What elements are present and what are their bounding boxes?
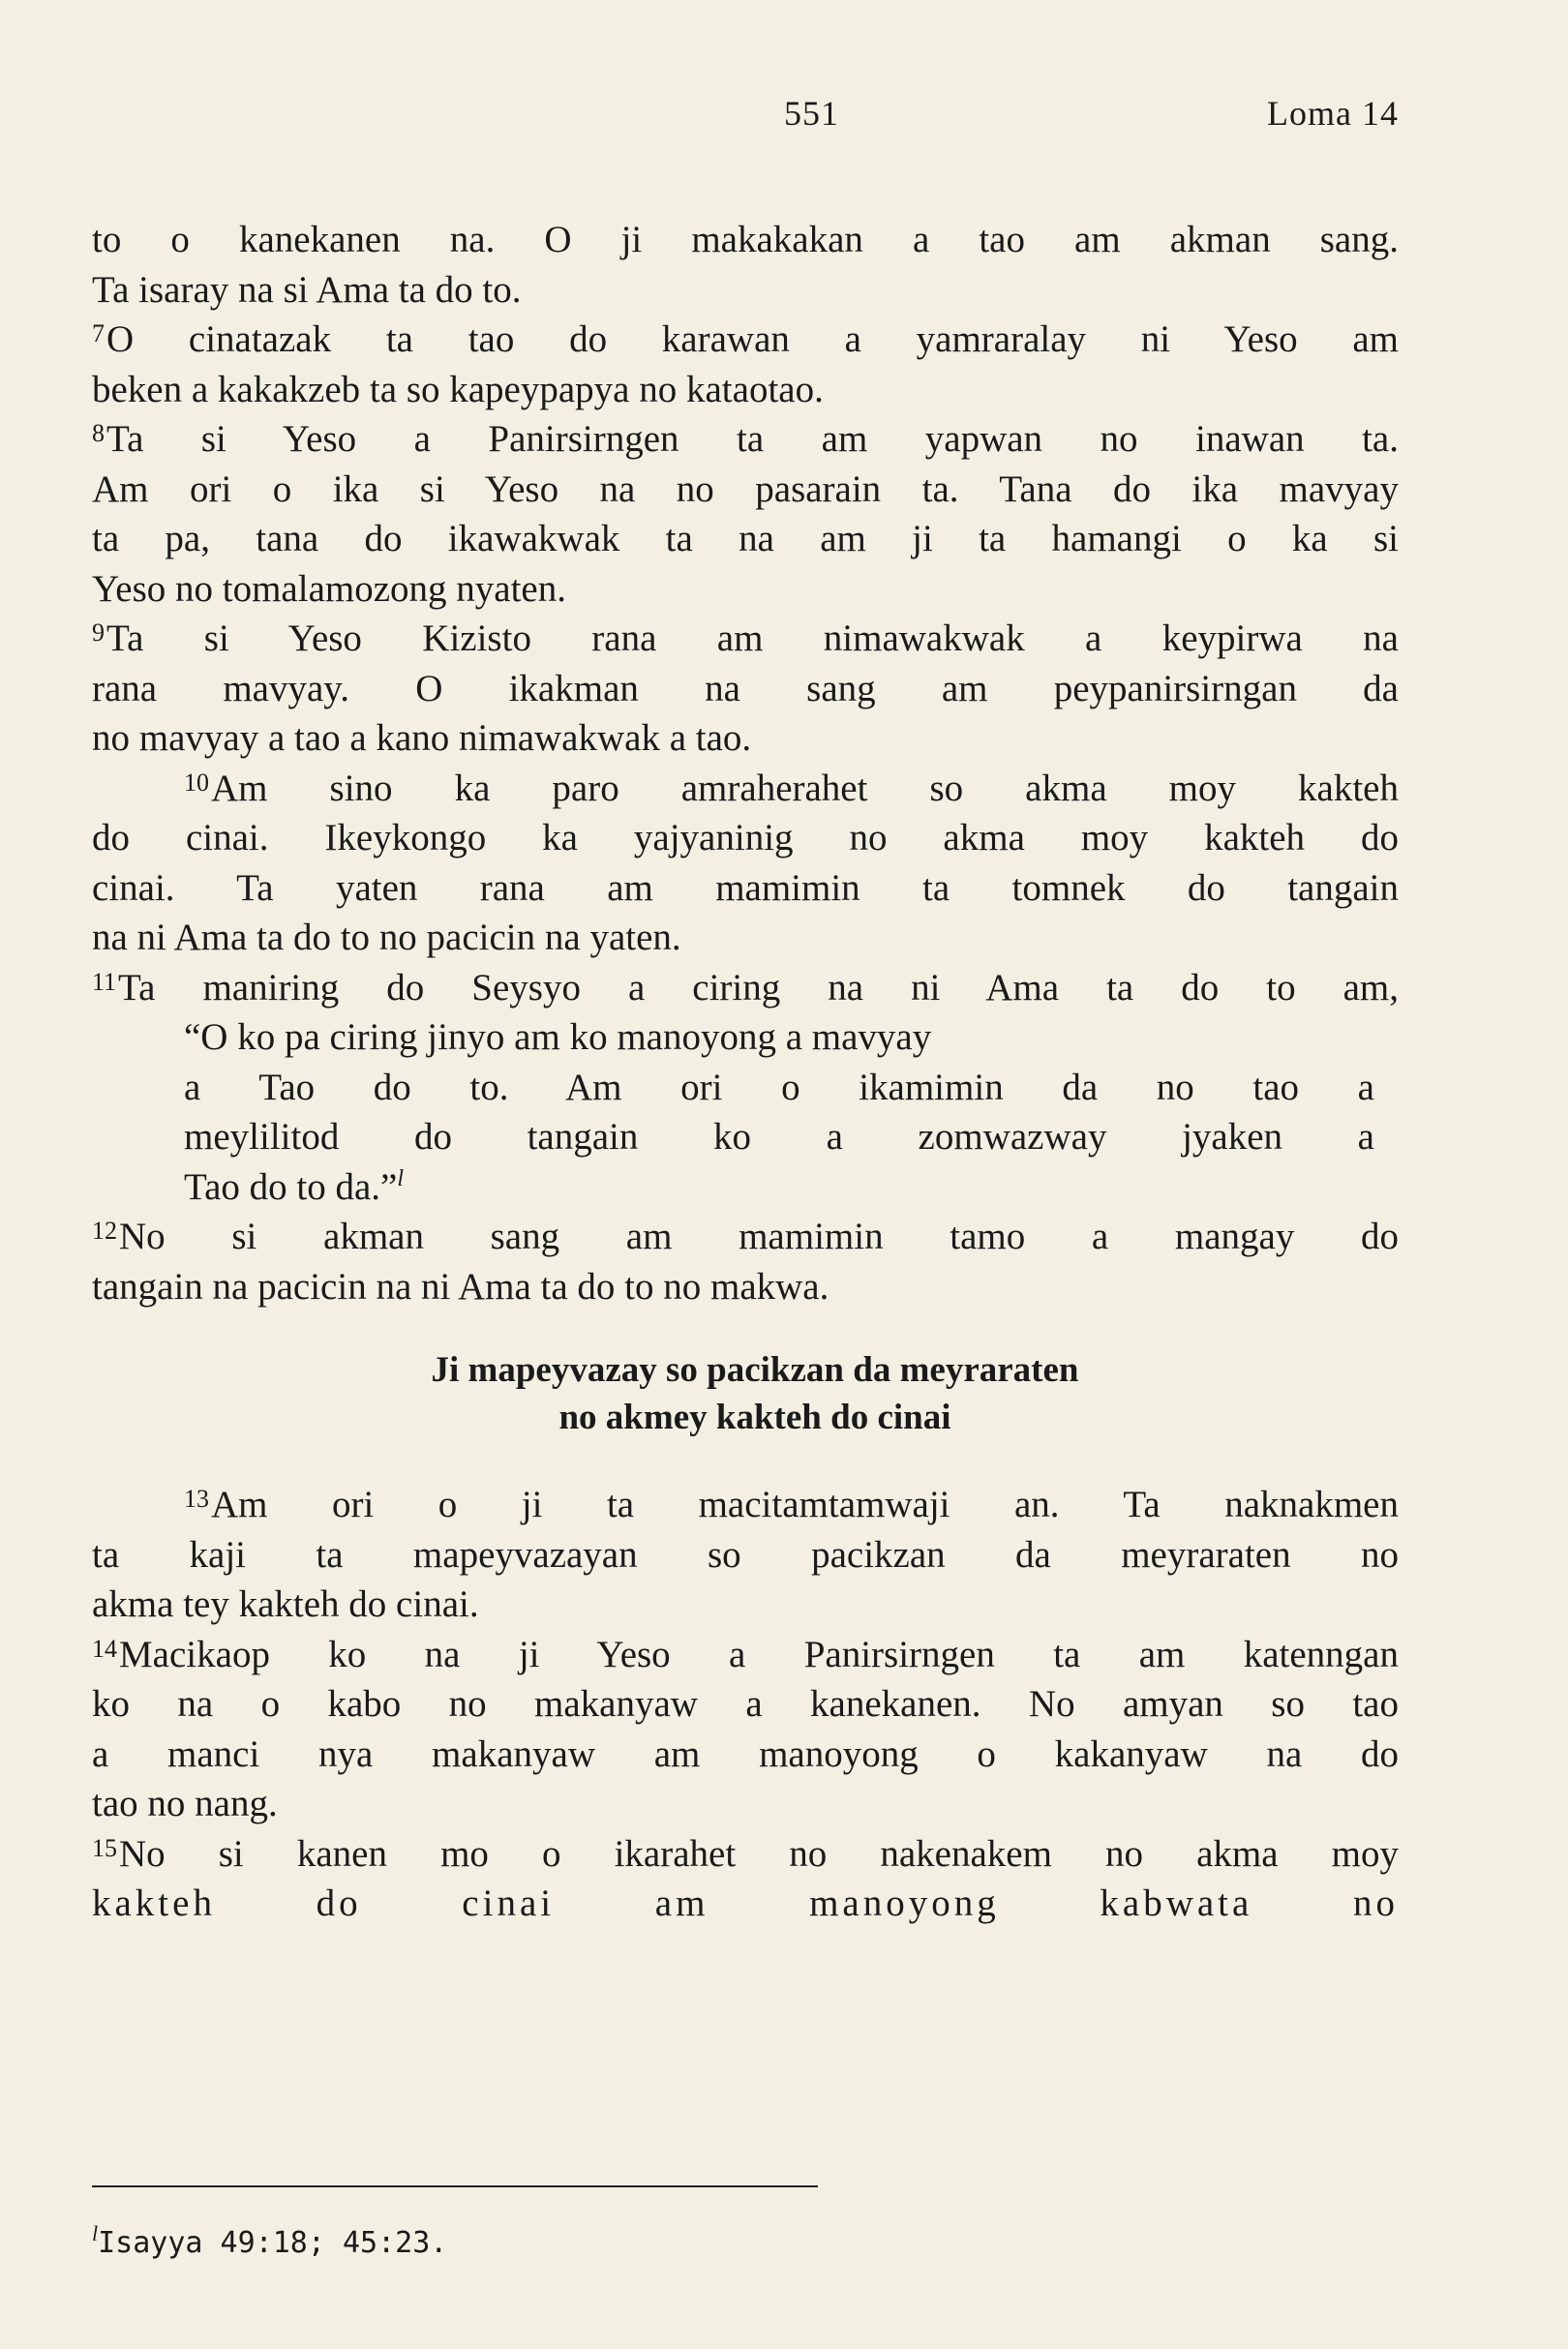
- verse-line: [92, 1212, 1399, 1262]
- verse-line: [92, 614, 1399, 664]
- verse-number: 10: [184, 768, 209, 797]
- verse-text: Ta si Yeso a Panirsirngen ta am yapwan no inawan ta.: [106, 418, 1399, 460]
- text-line: na ni Ama ta do to no pacicin na yaten.: [92, 917, 681, 958]
- verse-number: 11: [92, 967, 117, 996]
- text-line: Am ori o ika si Yeso na no pasarain ta. Tana do ika mavyay: [92, 467, 1399, 510]
- text-line: ta pa, tana do ikawakwak ta na am ji ta hamangi o ka si: [92, 518, 1399, 559]
- footnote-text: Isayya 49:18; 45:23.: [98, 2226, 448, 2260]
- running-head: Loma 14: [1267, 94, 1399, 133]
- verse-number: 12: [92, 1217, 117, 1245]
- text-line: ta kaji ta mapeyvazayan so pacikzan da meyraraten no: [92, 1533, 1399, 1576]
- section-heading-line: Ji mapeyvazay so pacikzan da meyraraten: [431, 1350, 1079, 1390]
- verse-text: Am ori o ji ta macitamtamwaji an. Ta naknakmen: [211, 1484, 1399, 1525]
- verse-text: Ta maniring do Seysyo a ciring na ni Ama ta do to am,: [118, 966, 1399, 1009]
- text-line: beken a kakakzeb ta so kapeypapya no kataotao.: [92, 368, 824, 410]
- text-line: Yeso no tomalamozong nyaten.: [92, 567, 566, 610]
- text-line: ko na o kabo no makanyaw a kanekanen. No amyan so tao: [92, 1683, 1399, 1725]
- text-line: Ta isaray na si Ama ta do to.: [92, 268, 522, 311]
- verse-text: Am sino ka paro amraherahet so akma moy kakteh: [211, 767, 1399, 809]
- text-line: no mavyay a tao a kano nimawakwak a tao.: [92, 717, 752, 759]
- quote-text: Tao do to da.”: [184, 1165, 398, 1208]
- text-line: to o kanekanen na. O ji makakakan a tao am akman sang.: [92, 219, 1399, 260]
- verse-number: 14: [92, 1634, 117, 1663]
- text-line: cinai. Ta yaten rana am mamimin ta tomnek do tangain: [92, 866, 1399, 909]
- verse-text: Macikaop ko na ji Yeso a Panirsirngen ta am katenngan: [119, 1633, 1399, 1675]
- section-heading: [92, 1346, 1399, 1441]
- quote-line: a Tao do to. Am ori o ikamimin da no tao a: [184, 1066, 1374, 1108]
- quote-line: “O ko pa ciring jinyo am ko manoyong a mavyay: [184, 1016, 932, 1058]
- footnote-divider: [92, 2185, 818, 2187]
- verse-line: [92, 1480, 1399, 1530]
- footnote-marker: l: [397, 1165, 405, 1191]
- text-line: do cinai. Ikeykongo ka yajyaninig no akma moy kakteh do: [92, 817, 1399, 858]
- verse-line: [92, 1630, 1399, 1680]
- quote-line: [92, 1162, 1399, 1213]
- page-number: 551: [784, 94, 839, 133]
- verse-text: No si akman sang am mamimin tamo a mangay do: [119, 1216, 1399, 1257]
- text-line: tangain na pacicin na ni Ama ta do to no makwa.: [92, 1265, 829, 1308]
- verse-line: [92, 315, 1399, 365]
- verse-number: 7: [92, 319, 105, 347]
- verse-line: [92, 963, 1399, 1013]
- verse-number: 8: [92, 419, 105, 447]
- text-line: tao no nang.: [92, 1783, 278, 1824]
- verse-line: [92, 764, 1399, 814]
- text-line: kakteh do cinai am manoyong kabwata no: [92, 1882, 1399, 1924]
- verse-line: [92, 414, 1399, 465]
- verse-text: No si kanen mo o ikarahet no nakenakem no akma moy: [119, 1832, 1399, 1875]
- body-text: [92, 215, 1399, 1929]
- footnote-marker: l: [92, 2221, 99, 2245]
- footnote: [92, 2221, 448, 2260]
- verse-text: Ta si Yeso Kizisto rana am nimawakwak a keypirwa na: [106, 617, 1399, 659]
- page-header: [92, 93, 1399, 151]
- text-line: a manci nya makanyaw am manoyong o kakanyaw na do: [92, 1732, 1399, 1775]
- verse-text: O cinatazak ta tao do karawan a yamraralay ni Yeso am: [106, 318, 1399, 360]
- text-line: akma tey kakteh do cinai.: [92, 1583, 479, 1625]
- verse-number: 9: [92, 618, 105, 647]
- section-heading-line: no akmey kakteh do cinai: [558, 1398, 951, 1437]
- verse-line: [92, 1829, 1399, 1880]
- text-line: rana mavyay. O ikakman na sang am peypanirsirngan da: [92, 667, 1399, 709]
- verse-number: 15: [92, 1833, 117, 1862]
- quote-line: meylilitod do tangain ko a zomwazway jyaken a: [184, 1116, 1374, 1158]
- verse-number: 13: [184, 1485, 209, 1513]
